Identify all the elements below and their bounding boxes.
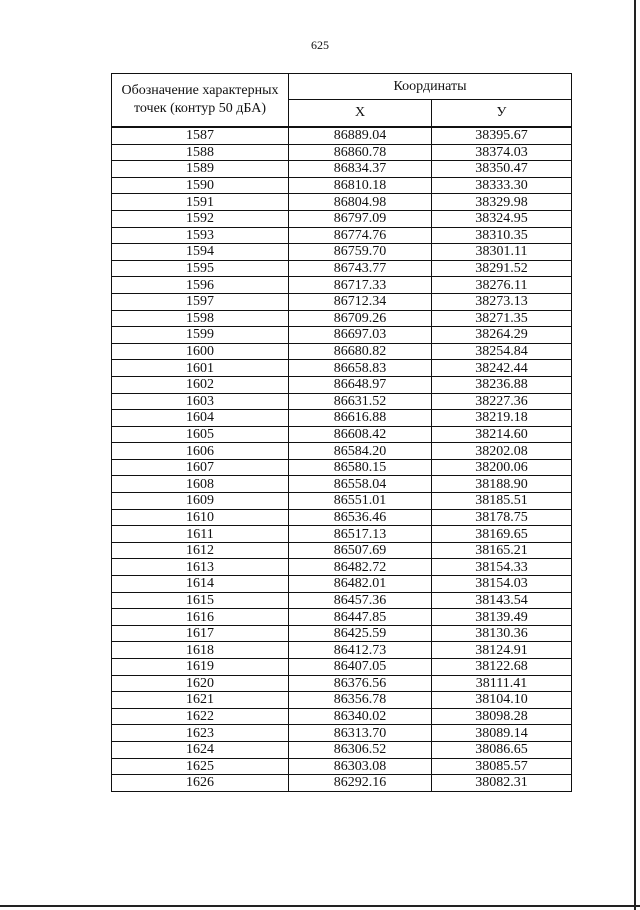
x-coordinate-cell: 86306.52 <box>289 741 432 758</box>
table-row <box>112 310 572 327</box>
point-id-cell: 1595 <box>112 260 289 277</box>
x-coordinate-cell: 86457.36 <box>289 592 432 609</box>
x-coordinate-cell: 86551.01 <box>289 493 432 510</box>
y-coordinate-cell: 38154.33 <box>432 559 572 576</box>
header-y: У <box>432 99 572 127</box>
point-id-cell: 1620 <box>112 675 289 692</box>
y-coordinate-cell: 38165.21 <box>432 542 572 559</box>
point-id-cell: 1597 <box>112 293 289 310</box>
y-coordinate-cell: 38188.90 <box>432 476 572 493</box>
y-coordinate-cell: 38082.31 <box>432 775 572 792</box>
y-coordinate-cell: 38276.11 <box>432 277 572 294</box>
x-coordinate-cell: 86810.18 <box>289 177 432 194</box>
table-row <box>112 227 572 244</box>
x-coordinate-cell: 86313.70 <box>289 725 432 742</box>
table-row <box>112 194 572 211</box>
point-id-cell: 1608 <box>112 476 289 493</box>
y-coordinate-cell: 38139.49 <box>432 609 572 626</box>
table-row <box>112 177 572 194</box>
table-row <box>112 210 572 227</box>
table-row <box>112 659 572 676</box>
table-row <box>112 161 572 178</box>
point-id-cell: 1602 <box>112 376 289 393</box>
point-id-cell: 1592 <box>112 210 289 227</box>
table-row <box>112 559 572 576</box>
point-id-cell: 1610 <box>112 509 289 526</box>
x-coordinate-cell: 86517.13 <box>289 526 432 543</box>
y-coordinate-cell: 38291.52 <box>432 260 572 277</box>
y-coordinate-cell: 38154.03 <box>432 576 572 593</box>
point-id-cell: 1599 <box>112 327 289 344</box>
y-coordinate-cell: 38324.95 <box>432 210 572 227</box>
point-id-cell: 1594 <box>112 244 289 261</box>
table-row <box>112 476 572 493</box>
point-id-cell: 1587 <box>112 127 289 144</box>
x-coordinate-cell: 86680.82 <box>289 343 432 360</box>
x-coordinate-cell: 86658.83 <box>289 360 432 377</box>
point-id-cell: 1609 <box>112 493 289 510</box>
point-id-cell: 1616 <box>112 609 289 626</box>
point-id-cell: 1591 <box>112 194 289 211</box>
coordinates-table <box>111 73 572 792</box>
x-coordinate-cell: 86697.03 <box>289 327 432 344</box>
y-coordinate-cell: 38085.57 <box>432 758 572 775</box>
x-coordinate-cell: 86482.72 <box>289 559 432 576</box>
page-edge-bottom <box>0 905 640 907</box>
header-coordinates: Координаты <box>289 74 572 100</box>
point-id-cell: 1603 <box>112 393 289 410</box>
x-coordinate-cell: 86834.37 <box>289 161 432 178</box>
table-row <box>112 542 572 559</box>
table-row <box>112 758 572 775</box>
y-coordinate-cell: 38329.98 <box>432 194 572 211</box>
point-id-cell: 1622 <box>112 708 289 725</box>
table-body <box>112 127 572 791</box>
table-row <box>112 576 572 593</box>
point-id-cell: 1606 <box>112 443 289 460</box>
y-coordinate-cell: 38310.35 <box>432 227 572 244</box>
y-coordinate-cell: 38273.13 <box>432 293 572 310</box>
point-id-cell: 1624 <box>112 741 289 758</box>
table-row <box>112 741 572 758</box>
point-id-cell: 1625 <box>112 758 289 775</box>
x-coordinate-cell: 86712.34 <box>289 293 432 310</box>
table-row <box>112 493 572 510</box>
table-row <box>112 675 572 692</box>
x-coordinate-cell: 86709.26 <box>289 310 432 327</box>
point-id-cell: 1605 <box>112 426 289 443</box>
x-coordinate-cell: 86376.56 <box>289 675 432 692</box>
y-coordinate-cell: 38242.44 <box>432 360 572 377</box>
x-coordinate-cell: 86292.16 <box>289 775 432 792</box>
y-coordinate-cell: 38202.08 <box>432 443 572 460</box>
point-id-cell: 1590 <box>112 177 289 194</box>
y-coordinate-cell: 38219.18 <box>432 410 572 427</box>
point-id-cell: 1600 <box>112 343 289 360</box>
point-id-cell: 1601 <box>112 360 289 377</box>
x-coordinate-cell: 86616.88 <box>289 410 432 427</box>
point-id-cell: 1623 <box>112 725 289 742</box>
x-coordinate-cell: 86648.97 <box>289 376 432 393</box>
point-id-cell: 1596 <box>112 277 289 294</box>
point-id-cell: 1612 <box>112 542 289 559</box>
x-coordinate-cell: 86804.98 <box>289 194 432 211</box>
y-coordinate-cell: 38098.28 <box>432 708 572 725</box>
y-coordinate-cell: 38122.68 <box>432 659 572 676</box>
y-coordinate-cell: 38089.14 <box>432 725 572 742</box>
point-id-cell: 1613 <box>112 559 289 576</box>
y-coordinate-cell: 38104.10 <box>432 692 572 709</box>
point-id-cell: 1621 <box>112 692 289 709</box>
table-row <box>112 244 572 261</box>
table-row <box>112 393 572 410</box>
x-coordinate-cell: 86580.15 <box>289 459 432 476</box>
table-row <box>112 410 572 427</box>
y-coordinate-cell: 38264.29 <box>432 327 572 344</box>
y-coordinate-cell: 38200.06 <box>432 459 572 476</box>
y-coordinate-cell: 38143.54 <box>432 592 572 609</box>
point-id-cell: 1619 <box>112 659 289 676</box>
y-coordinate-cell: 38086.65 <box>432 741 572 758</box>
y-coordinate-cell: 38227.36 <box>432 393 572 410</box>
page-number: 625 <box>311 38 329 52</box>
table-row <box>112 127 572 144</box>
x-coordinate-cell: 86425.59 <box>289 625 432 642</box>
table-row <box>112 692 572 709</box>
x-coordinate-cell: 86889.04 <box>289 127 432 144</box>
y-coordinate-cell: 38350.47 <box>432 161 572 178</box>
table-row <box>112 708 572 725</box>
x-coordinate-cell: 86608.42 <box>289 426 432 443</box>
point-id-cell: 1604 <box>112 410 289 427</box>
header-x: X <box>289 99 432 127</box>
x-coordinate-cell: 86412.73 <box>289 642 432 659</box>
x-coordinate-cell: 86797.09 <box>289 210 432 227</box>
y-coordinate-cell: 38178.75 <box>432 509 572 526</box>
x-coordinate-cell: 86482.01 <box>289 576 432 593</box>
table-row <box>112 775 572 792</box>
table-row <box>112 343 572 360</box>
table-row <box>112 459 572 476</box>
table-row <box>112 592 572 609</box>
y-coordinate-cell: 38395.67 <box>432 127 572 144</box>
x-coordinate-cell: 86558.04 <box>289 476 432 493</box>
point-id-cell: 1618 <box>112 642 289 659</box>
x-coordinate-cell: 86447.85 <box>289 609 432 626</box>
point-id-cell: 1598 <box>112 310 289 327</box>
y-coordinate-cell: 38333.30 <box>432 177 572 194</box>
y-coordinate-cell: 38185.51 <box>432 493 572 510</box>
header-point-label: Обозначение характерных точек (контур 50 дБА) <box>112 74 289 128</box>
y-coordinate-cell: 38111.41 <box>432 675 572 692</box>
y-coordinate-cell: 38236.88 <box>432 376 572 393</box>
table-row <box>112 260 572 277</box>
x-coordinate-cell: 86507.69 <box>289 542 432 559</box>
table-row <box>112 376 572 393</box>
table-row <box>112 443 572 460</box>
x-coordinate-cell: 86743.77 <box>289 260 432 277</box>
x-coordinate-cell: 86407.05 <box>289 659 432 676</box>
table-row <box>112 293 572 310</box>
table-row <box>112 642 572 659</box>
table-row <box>112 426 572 443</box>
x-coordinate-cell: 86860.78 <box>289 144 432 161</box>
point-id-cell: 1588 <box>112 144 289 161</box>
table-row <box>112 609 572 626</box>
point-id-cell: 1626 <box>112 775 289 792</box>
x-coordinate-cell: 86759.70 <box>289 244 432 261</box>
x-coordinate-cell: 86536.46 <box>289 509 432 526</box>
x-coordinate-cell: 86340.02 <box>289 708 432 725</box>
x-coordinate-cell: 86774.76 <box>289 227 432 244</box>
y-coordinate-cell: 38124.91 <box>432 642 572 659</box>
y-coordinate-cell: 38271.35 <box>432 310 572 327</box>
table-row <box>112 360 572 377</box>
x-coordinate-cell: 86303.08 <box>289 758 432 775</box>
y-coordinate-cell: 38130.36 <box>432 625 572 642</box>
x-coordinate-cell: 86356.78 <box>289 692 432 709</box>
point-id-cell: 1614 <box>112 576 289 593</box>
point-id-cell: 1615 <box>112 592 289 609</box>
x-coordinate-cell: 86584.20 <box>289 443 432 460</box>
page-edge-right <box>634 0 636 910</box>
y-coordinate-cell: 38301.11 <box>432 244 572 261</box>
y-coordinate-cell: 38169.65 <box>432 526 572 543</box>
y-coordinate-cell: 38254.84 <box>432 343 572 360</box>
x-coordinate-cell: 86717.33 <box>289 277 432 294</box>
y-coordinate-cell: 38214.60 <box>432 426 572 443</box>
table-row <box>112 526 572 543</box>
point-id-cell: 1589 <box>112 161 289 178</box>
x-coordinate-cell: 86631.52 <box>289 393 432 410</box>
point-id-cell: 1607 <box>112 459 289 476</box>
table-row <box>112 725 572 742</box>
table-row <box>112 327 572 344</box>
y-coordinate-cell: 38374.03 <box>432 144 572 161</box>
point-id-cell: 1593 <box>112 227 289 244</box>
table-row <box>112 625 572 642</box>
table-row <box>112 144 572 161</box>
table-row <box>112 277 572 294</box>
table-row <box>112 509 572 526</box>
point-id-cell: 1617 <box>112 625 289 642</box>
point-id-cell: 1611 <box>112 526 289 543</box>
